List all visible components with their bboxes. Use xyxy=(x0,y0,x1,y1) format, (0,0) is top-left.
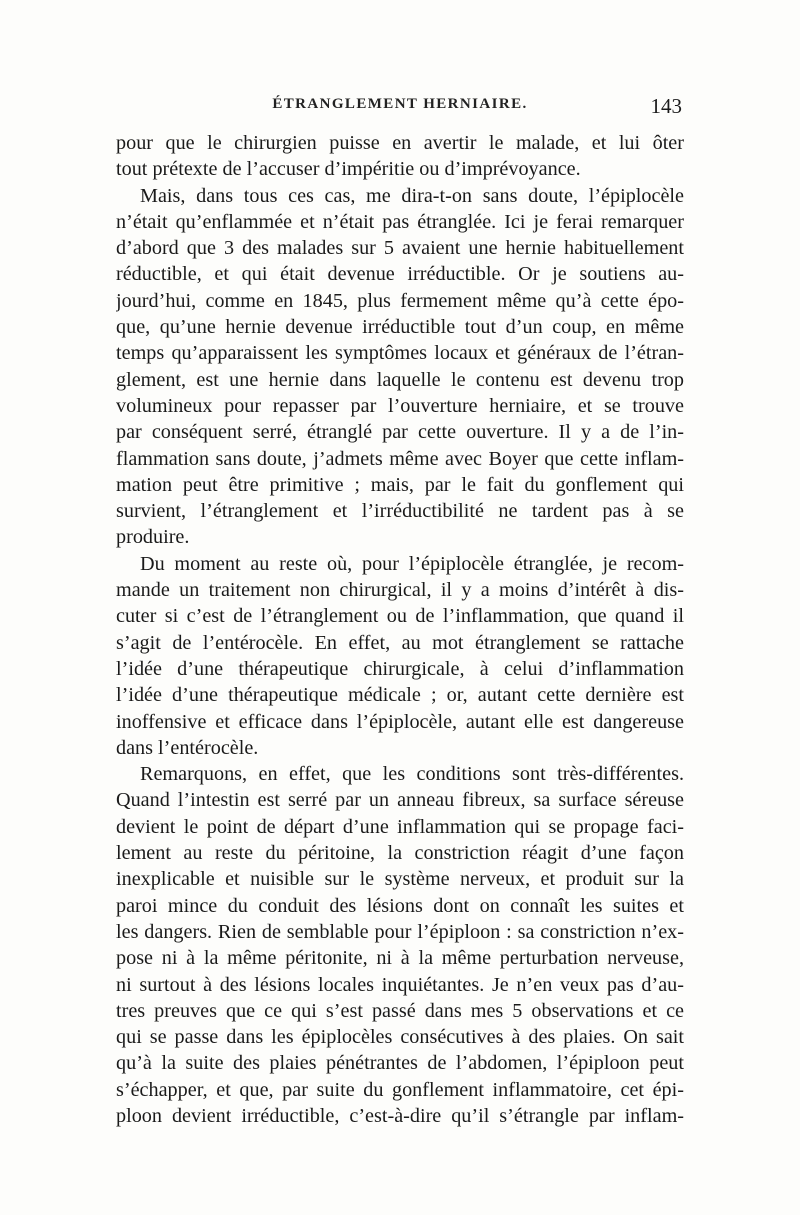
text-line: Mais, dans tous ces cas, me dira-t-on sans doute, l’épiplocèle xyxy=(140,184,684,207)
text-line: s’agit de l’entérocèle. En effet, au mot étranglement se rattache xyxy=(116,631,684,654)
text-line: pose ni à la même péritonite, ni à la même perturbation nerveuse, xyxy=(116,947,684,970)
text-line: mation peut être primitive ; mais, par le fait du gonflement qui xyxy=(116,473,684,496)
text-line: réductible, et qui était devenue irréductible. Or je soutiens au- xyxy=(116,263,684,286)
text-line: qui se passe dans les épiplocèles consécutives à des plaies. On sait xyxy=(116,1026,684,1049)
text-line: qu’à la suite des plaies pénétrantes de l’abdomen, l’épiploon peut xyxy=(116,1052,684,1075)
text-line: lement au reste du péritoine, la constriction réagit d’une façon xyxy=(116,842,684,865)
text-line: ploon devient irréductible, c’est-à-dire qu’il s’étrangle par inflam- xyxy=(116,1104,684,1127)
page-number: 143 xyxy=(650,94,682,118)
running-title: ÉTRANGLEMENT HERNIAIRE. xyxy=(272,96,528,112)
text-line: s’échapper, et que, par suite du gonflement inflammatoire, cet épi- xyxy=(116,1078,684,1101)
text-line: Quand l’intestin est serré par un anneau fibreux, sa surface séreuse xyxy=(116,789,684,812)
text-line: temps qu’apparaissent les symptômes locaux et généraux de l’étran- xyxy=(116,342,684,365)
text-line: d’abord que 3 des malades sur 5 avaient une hernie habituellement xyxy=(116,237,684,260)
text-line: paroi mince du conduit des lésions dont on connaît les suites et xyxy=(116,894,684,917)
body-text xyxy=(116,130,684,1129)
text-line: cuter si c’est de l’étranglement ou de l’inflammation, que quand il xyxy=(116,605,684,628)
text-line: volumineux pour repasser par l’ouverture herniaire, et se trouve xyxy=(116,394,684,417)
text-line: ni surtout à des lésions locales inquiétantes. Je n’en veux pas d’au- xyxy=(116,973,684,996)
text-line: les dangers. Rien de semblable pour l’épiploon : sa constriction n’ex- xyxy=(116,920,684,943)
text-line: glement, est une hernie dans laquelle le contenu est devenu trop xyxy=(116,368,684,391)
text-line: n’était qu’enflammée et n’était pas étranglée. Ici je ferai remarquer xyxy=(116,210,684,233)
text-line: Du moment au reste où, pour l’épiplocèle étranglée, je recom- xyxy=(140,552,684,575)
running-head xyxy=(0,96,800,120)
text-line: tout prétexte de l’accuser d’impéritie ou d’imprévoyance. xyxy=(116,158,581,181)
text-line: l’idée d’une thérapeutique chirurgicale, à celui d’inflammation xyxy=(116,657,684,680)
text-line: dans l’entérocèle. xyxy=(116,736,259,759)
text-line: jourd’hui, comme en 1845, plus fermement même qu’à cette épo- xyxy=(116,289,684,312)
text-line: flammation sans doute, j’admets même avec Boyer que cette inflam- xyxy=(116,447,684,470)
text-line: pour que le chirurgien puisse en avertir le malade, et lui ôter xyxy=(116,132,684,154)
text-line: mande un traitement non chirurgical, il y a moins d’intérêt à dis- xyxy=(116,579,684,602)
text-line: par conséquent serré, étranglé par cette ouverture. Il y a de l’in- xyxy=(116,421,684,444)
text-line: inexplicable et nuisible sur le système nerveux, et produit sur la xyxy=(116,868,684,891)
text-line: que, qu’une hernie devenue irréductible tout d’un coup, en même xyxy=(116,316,684,339)
text-line: devient le point de départ d’une inflammation qui se propage faci- xyxy=(116,815,684,838)
text-line: Remarquons, en effet, que les conditions sont très-différentes. xyxy=(140,763,684,786)
text-line: produire. xyxy=(116,526,190,549)
text-line: inoffensive et efficace dans l’épiplocèle, autant elle est dangereuse xyxy=(116,710,684,733)
text-line: survient, l’étranglement et l’irréductibilité ne tardent pas à se xyxy=(116,500,684,523)
text-line: tres preuves que ce qui s’est passé dans mes 5 observations et ce xyxy=(116,999,684,1022)
text-line: l’idée d’une thérapeutique médicale ; or, autant cette dernière est xyxy=(116,684,684,707)
